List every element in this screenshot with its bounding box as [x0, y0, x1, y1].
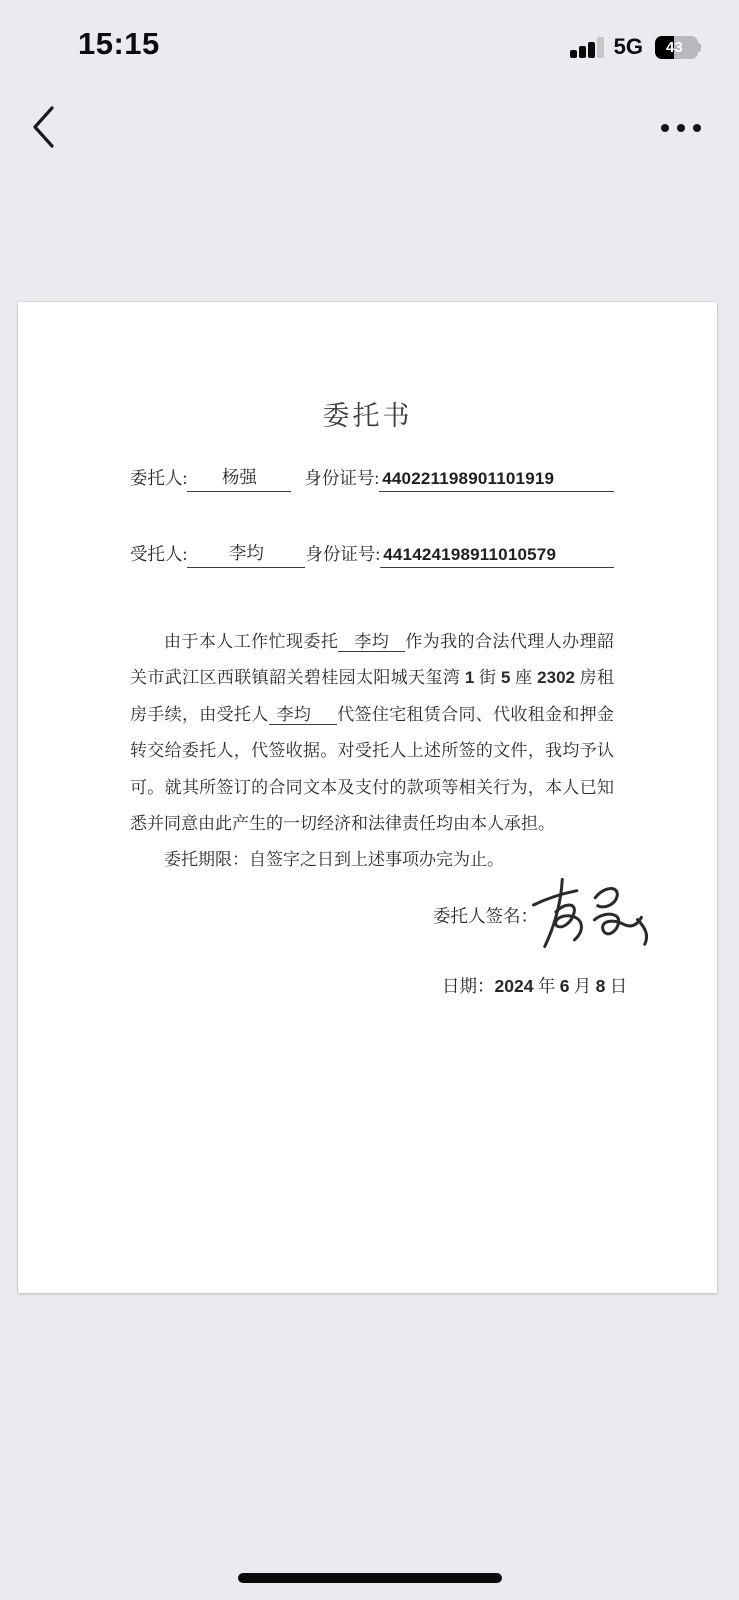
- signal-bar-2: [579, 46, 586, 58]
- text-segment: 月: [569, 976, 596, 996]
- text-segment: 作为我的合法代理人办理韶: [405, 632, 615, 651]
- ellipsis-icon-dot-3: [693, 124, 701, 132]
- document-page[interactable]: [18, 302, 717, 1293]
- body-text-line: [130, 806, 614, 842]
- text-segment: 可。就其所签订的合同文本及支付的款项等相关行为，本人已知: [130, 777, 614, 797]
- body-text-line: [130, 770, 614, 806]
- ellipsis-icon-dot-2: [677, 124, 685, 132]
- more-options-button[interactable]: [651, 114, 711, 142]
- text-segment: 6: [559, 976, 570, 996]
- text-segment: 1: [464, 668, 475, 688]
- text-segment: 年: [533, 976, 560, 996]
- agent-row: [130, 540, 614, 568]
- battery-icon: [655, 36, 701, 59]
- signal-bar-1: [570, 50, 577, 58]
- text-segment: 日期：: [442, 976, 495, 996]
- document-title: 委托书: [322, 401, 413, 431]
- principal-name-underlined: 杨强: [187, 464, 291, 492]
- text-segment: 5: [501, 668, 511, 688]
- agent-id-label: 身份证号:: [305, 544, 381, 564]
- ellipsis-icon-dot-1: [661, 124, 669, 132]
- back-button[interactable]: [22, 100, 66, 156]
- battery-filled-segment: 4: [655, 36, 674, 59]
- nav-bar: [0, 96, 739, 166]
- text-segment: 由于本人工作忙现委托: [164, 632, 339, 651]
- home-indicator[interactable]: [238, 1573, 502, 1583]
- text-segment: 日: [605, 976, 628, 996]
- agent-id-number: 441424198911010579: [380, 545, 614, 568]
- signature-row: [433, 903, 538, 928]
- principal-role-label: 委托人:: [130, 468, 188, 488]
- text-segment: 委托期限：自签字之日到上述事项办完为止。: [164, 850, 504, 870]
- principal-id-number: 440221198901101919: [379, 469, 614, 492]
- text-segment: 2024: [494, 976, 534, 996]
- body-text-line: [130, 733, 614, 769]
- text-segment: 悉并同意由此产生的一切经济和法律责任均由本人承担。: [130, 814, 555, 834]
- battery-body: [655, 36, 698, 59]
- text-segment: 房手续，由受托人: [130, 704, 269, 724]
- text-segment: 代签住宅租赁合同、代收租金和押金: [337, 704, 615, 724]
- agent-role-label: 受托人:: [130, 544, 188, 564]
- network-type-label: 5G: [613, 34, 643, 59]
- clock-time: 15:15: [78, 26, 160, 61]
- cellular-signal-icon: [570, 36, 604, 58]
- agent-name-underlined: 李均: [187, 540, 305, 568]
- status-bar-right: [570, 34, 701, 60]
- handwritten-signature-icon: [526, 872, 656, 952]
- signal-bar-3: [588, 42, 595, 58]
- text-segment: 8: [595, 976, 606, 996]
- body-text-line: [130, 697, 614, 733]
- text-segment: 关市武江区西联镇韶关碧桂园太阳城天玺湾: [130, 668, 465, 688]
- text-segment: 转交给委托人，代签收据。对受托人上述所签的文件，我均予认: [130, 741, 614, 761]
- battery-empty-segment: 3: [674, 36, 698, 59]
- principal-id-label: 身份证号:: [304, 468, 380, 488]
- text-segment: 2302: [537, 668, 575, 688]
- text-segment: 座: [510, 668, 538, 688]
- principal-row: [130, 464, 614, 492]
- signature-label: 委托人签名：: [433, 906, 538, 926]
- underlined-name-segment: 李均: [338, 632, 405, 652]
- document-body-paragraph: [130, 624, 614, 879]
- body-text-line: [130, 624, 614, 660]
- underlined-name-segment: 李均: [269, 705, 338, 725]
- date-row: [442, 973, 627, 998]
- battery-cap: [698, 43, 701, 52]
- body-text-line: [130, 660, 614, 696]
- status-bar: [0, 0, 739, 80]
- signal-bar-4: [597, 37, 604, 58]
- text-segment: 房租: [575, 668, 615, 688]
- chevron-left-icon: [31, 104, 57, 153]
- text-segment: 街: [474, 668, 502, 688]
